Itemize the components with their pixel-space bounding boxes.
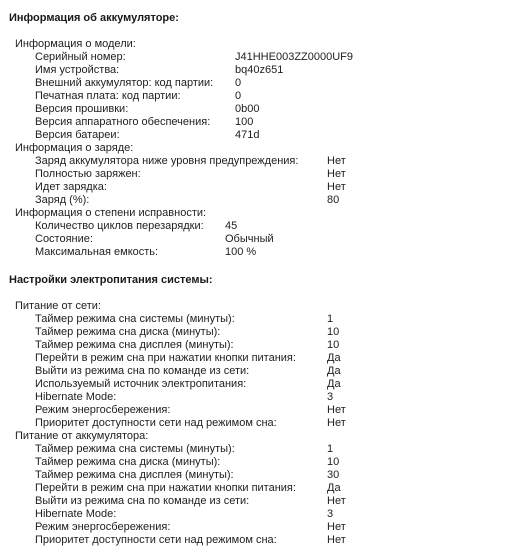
batt-wake-on-lan-value: Нет	[327, 495, 346, 507]
pcb-lot-code-label: Печатная плата: код партии:	[35, 90, 181, 102]
ac-current-power-source-value: Да	[327, 378, 341, 390]
ac-low-power-mode-label: Режим энергосбережения:	[35, 404, 171, 416]
charge-percent-label: Заряд (%):	[35, 194, 90, 206]
power-settings-heading: Настройки электропитания системы:	[9, 274, 213, 286]
ac-wake-on-lan-label: Выйти из режима сна по команде из сети:	[35, 365, 250, 377]
condition-label: Состояние:	[35, 233, 93, 245]
ac-disk-sleep-label: Таймер режима сна диска (минуты):	[35, 326, 221, 338]
batt-sleep-on-power-button-label: Перейти в режим сна при нажатии кнопки питания:	[35, 482, 296, 494]
pcb-lot-code-value: 0	[235, 90, 242, 102]
ac-hibernate-mode-label: Hibernate Mode:	[35, 391, 117, 403]
batt-network-priority-value: Нет	[327, 534, 346, 546]
serial-number-value: J41HHE003ZZ0000UF9	[235, 51, 354, 63]
cycle-count-label: Количество циклов перезарядки:	[35, 220, 204, 232]
low-battery-warning-value: Нет	[327, 155, 346, 167]
batt-low-power-mode-value: Нет	[327, 521, 346, 533]
charging-value: Нет	[327, 181, 346, 193]
device-name-value: bq40z651	[235, 64, 284, 76]
charge-percent-value: 80	[327, 194, 340, 206]
ac-display-sleep-value: 10	[327, 339, 340, 351]
serial-number-label: Серийный номер:	[35, 51, 126, 63]
ac-disk-sleep-value: 10	[327, 326, 340, 338]
batt-system-sleep-value: 1	[327, 443, 334, 455]
batt-display-sleep-value: 30	[327, 469, 340, 481]
hardware-version-label: Версия аппаратного обеспечения:	[35, 116, 211, 128]
ac-wake-on-lan-value: Да	[327, 365, 341, 377]
low-battery-warning-label: Заряд аккумулятора ниже уровня предупреждения:	[35, 155, 299, 167]
ac-hibernate-mode-value: 3	[327, 391, 334, 403]
batt-disk-sleep-label: Таймер режима сна диска (минуты):	[35, 456, 221, 468]
batt-system-sleep-label: Таймер режима сна системы (минуты):	[35, 443, 235, 455]
fully-charged-label: Полностью заряжен:	[35, 168, 141, 180]
batt-hibernate-mode-label: Hibernate Mode:	[35, 508, 117, 520]
battery-info-heading: Информация об аккумуляторе:	[9, 12, 179, 24]
batt-sleep-on-power-button-value: Да	[327, 482, 341, 494]
pack-lot-code-value: 0	[235, 77, 242, 89]
batt-disk-sleep-value: 10	[327, 456, 340, 468]
hardware-version-value: 100	[235, 116, 254, 128]
battery-power-label: Питание от аккумулятора:	[15, 430, 149, 442]
ac-power-label: Питание от сети:	[15, 300, 101, 312]
charge-info-label: Информация о заряде:	[15, 142, 134, 154]
ac-low-power-mode-value: Нет	[327, 404, 346, 416]
ac-display-sleep-label: Таймер режима сна дисплея (минуты):	[35, 339, 234, 351]
charging-label: Идет зарядка:	[35, 181, 107, 193]
battery-version-value: 471d	[235, 129, 260, 141]
ac-network-priority-value: Нет	[327, 417, 346, 429]
device-name-label: Имя устройства:	[35, 64, 120, 76]
condition-value: Обычный	[225, 233, 274, 245]
max-capacity-value: 100 %	[225, 246, 257, 258]
ac-sleep-on-power-button-label: Перейти в режим сна при нажатии кнопки питания:	[35, 352, 296, 364]
ac-system-sleep-value: 1	[327, 313, 334, 325]
battery-version-label: Версия батареи:	[35, 129, 120, 141]
batt-wake-on-lan-label: Выйти из режима сна по команде из сети:	[35, 495, 250, 507]
batt-hibernate-mode-value: 3	[327, 508, 334, 520]
pack-lot-code-label: Внешний аккумулятор: код партии:	[35, 77, 214, 89]
batt-display-sleep-label: Таймер режима сна дисплея (минуты):	[35, 469, 234, 481]
fully-charged-value: Нет	[327, 168, 346, 180]
firmware-version-label: Версия прошивки:	[35, 103, 129, 115]
batt-low-power-mode-label: Режим энергосбережения:	[35, 521, 171, 533]
batt-network-priority-label: Приоритет доступности сети над режимом сна:	[35, 534, 277, 546]
ac-network-priority-label: Приоритет доступности сети над режимом сна:	[35, 417, 277, 429]
cycle-count-value: 45	[225, 220, 238, 232]
ac-sleep-on-power-button-value: Да	[327, 352, 341, 364]
ac-current-power-source-label: Используемый источник электропитания:	[35, 378, 247, 390]
max-capacity-label: Максимальная емкость:	[35, 246, 159, 258]
ac-system-sleep-label: Таймер режима сна системы (минуты):	[35, 313, 235, 325]
model-info-label: Информация о модели:	[15, 38, 136, 50]
firmware-version-value: 0b00	[235, 103, 260, 115]
health-info-label: Информация о степени исправности:	[15, 207, 207, 219]
